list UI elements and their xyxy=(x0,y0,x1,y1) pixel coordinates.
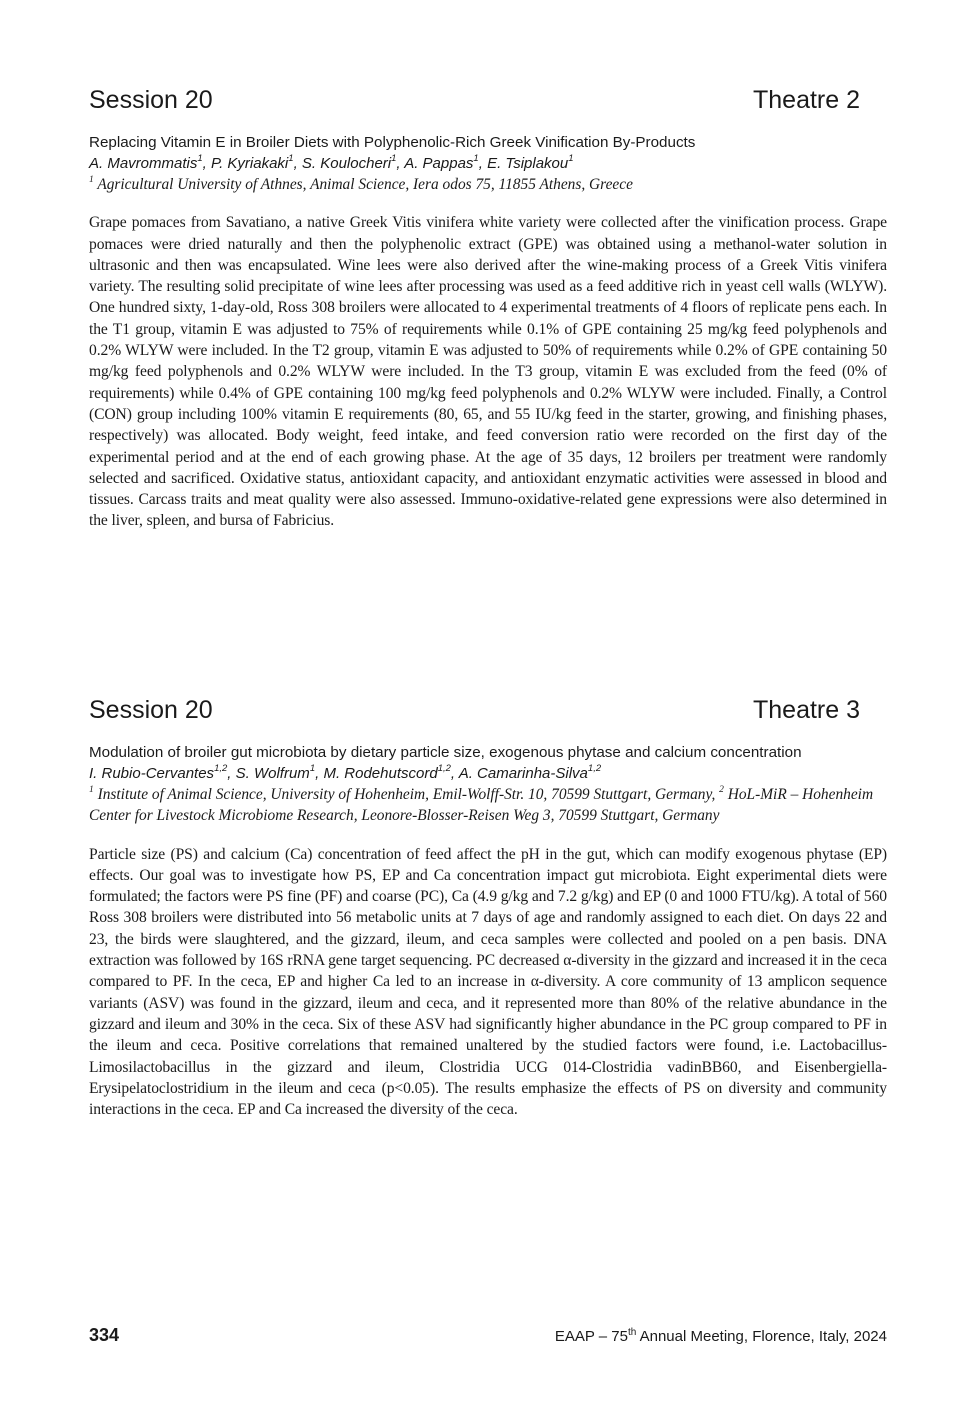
author: S. Koulocheri$^1$, xyxy=(301,153,405,172)
abstract-2 xyxy=(89,694,887,1120)
affiliation: $^1$ Agricultural University of Athnes, Animal Science, Iera odos 75, 11855 Athens, Greece xyxy=(89,174,633,193)
author: M. Rodehutscord$^{1,2}$, xyxy=(323,763,459,782)
page-number: 334 xyxy=(89,1325,120,1345)
session-header xyxy=(89,694,860,726)
author: A. Mavrommatis$^1$, xyxy=(89,153,211,172)
page-footer xyxy=(89,1325,887,1346)
conference-name: EAAP – 75th Annual Meeting, Florence, Italy, 2024 xyxy=(554,1327,887,1345)
abstract-title: Replacing Vitamin E in Broiler Diets with Polyphenolic-Rich Greek Vinification By-Products xyxy=(89,134,696,151)
affiliation: $^1$ Institute of Animal Science, University of Hohenheim, Emil-Wolff-Str. 10, 70599 Stuttgart, Germany, $^2$ HoL-MiR – Hohenheim Center for Livestock Microbiome Research, Leonore-Blosser-Reisen Weg 3, 70599 Stuttgart, Germany xyxy=(89,784,874,825)
author: A. Pappas$^1$, xyxy=(404,153,488,172)
abstract-body: Grape pomaces from Savatiano, a native Greek Vitis vinifera white variety were collected after the vinification process. Grape pomaces were dried naturally and then the polyphenolic extract (GPE) was obtained using a methanol-water solution in ultrasonic and then was encapsulated. Wine lees were also derived after the wine-making process of a Greek Vitis vinifera variety. The resulting solid precipitate of wine lees after processing was used as a feed additive rich in yeast cell walls (WLYW). One hundred sixty, 1-day-old, Ross 308 broilers were allocated to 4 experimental treatments of 4 floors of replicate pens each. In the T1 group, vitamin E was adjusted to 75% of requirements while 0.1% of GPE containing 25 mg/kg feed polyphenols and 0.2% WLYW were included. In the T2 group, vitamin E was adjusted to 50% of requirements while 0.2% of GPE containing 50 mg/kg feed polyphenols and 0.2% WLYW were included. In the T3 group, vitamin E was excluded from the feed (0% of requirements) while 0.4% of GPE containing 100 mg/kg feed polyphenols and 0.2% WLYW were included. Finally, a Control (CON) group including 100% vitamin E requirements (80, 65, and 55 IU/kg feed in the starter, growing, and finishing phases, respectively) was allocated. Body weight, feed intake, and feed conversion ratio were recorded on the first day of the experimental period and at the end of each growing phase. At the age of 35 days, 12 broilers per treatment were randomly selected and sacrificed. Oxidative status, antioxidant capacity, and antioxidant enzymatic activities were assessed in blood and tissues. Carcass traits and meat quality were also assessed. Immuno-oxidative-related gene expressions were also determined in the liver, spleen, and bursa of Fabricius. xyxy=(89,214,887,530)
author-list xyxy=(89,763,887,784)
author-list xyxy=(89,153,887,174)
author: P. Kyriakaki$^1$, xyxy=(211,153,302,172)
session-label: Session 20 xyxy=(89,696,213,724)
session-header xyxy=(89,84,860,116)
theatre-label: Theatre 2 xyxy=(752,86,860,114)
theatre-label: Theatre 3 xyxy=(752,696,860,724)
author: E. Tsiplakou$^1$ xyxy=(487,153,574,172)
abstract-1 xyxy=(89,84,887,532)
author: S. Wolfrum$^1$, xyxy=(235,763,324,782)
author: I. Rubio-Cervantes$^{1,2}$, xyxy=(89,763,236,782)
author: A. Camarinha-Silva$^{1,2}$ xyxy=(458,763,602,782)
abstract-title: Modulation of broiler gut microbiota by dietary particle size, exogenous phytase and calcium concentration xyxy=(89,744,802,761)
session-label: Session 20 xyxy=(89,86,213,114)
abstract-body: Particle size (PS) and calcium (Ca) concentration of feed affect the pH in the gut, which can modify exogenous phytase (EP) effects. Our goal was to investigate how PS, EP and Ca concentration impact gut microbiota. Eight experimental diets were formulated; the factors were PS fine (PF) and coarse (PC), Ca (4.9 g/kg and 7.2 g/kg) and EP (0 and 1000 FTU/kg). A total of 560 Ross 308 broilers were distributed into 56 metabolic units at 7 days of age and randomly assigned to each diet. On days 22 and 23, the birds were slaughtered, and the gizzard, ileum, and ceca samples were collected and pooled on a pen basis. DNA extraction was followed by 16S rRNA gene target sequencing. PC decreased α-diversity in the gizzard and increased it in the ceca compared to PF. In the ceca, EP and higher Ca led to an increase in α-diversity. A core community of 13 amplicon sequence variants (ASV) was found in the gizzard, ileum and ceca, and it represented more than 80% of the relative abundance in the gizzard and ileum and 30% in the ceca. Six of these ASV had significantly higher abundance in the PC group compared to PF in the ileum and ceca. Positive correlations that remained unaltered by the studied factors were found, i.e. Lactobacillus-Limosilactobacillus in the gizzard and ileum, Clostridia UCG 014-Clostridia vadinBB60, and Eisenbergiella-Erysipelatoclostridium in the ileum and ceca (p<0.05). The results emphasize the effects of PS on diversity and community interactions in the ceca. EP and Ca increased the diversity of the ceca. xyxy=(89,845,887,1119)
